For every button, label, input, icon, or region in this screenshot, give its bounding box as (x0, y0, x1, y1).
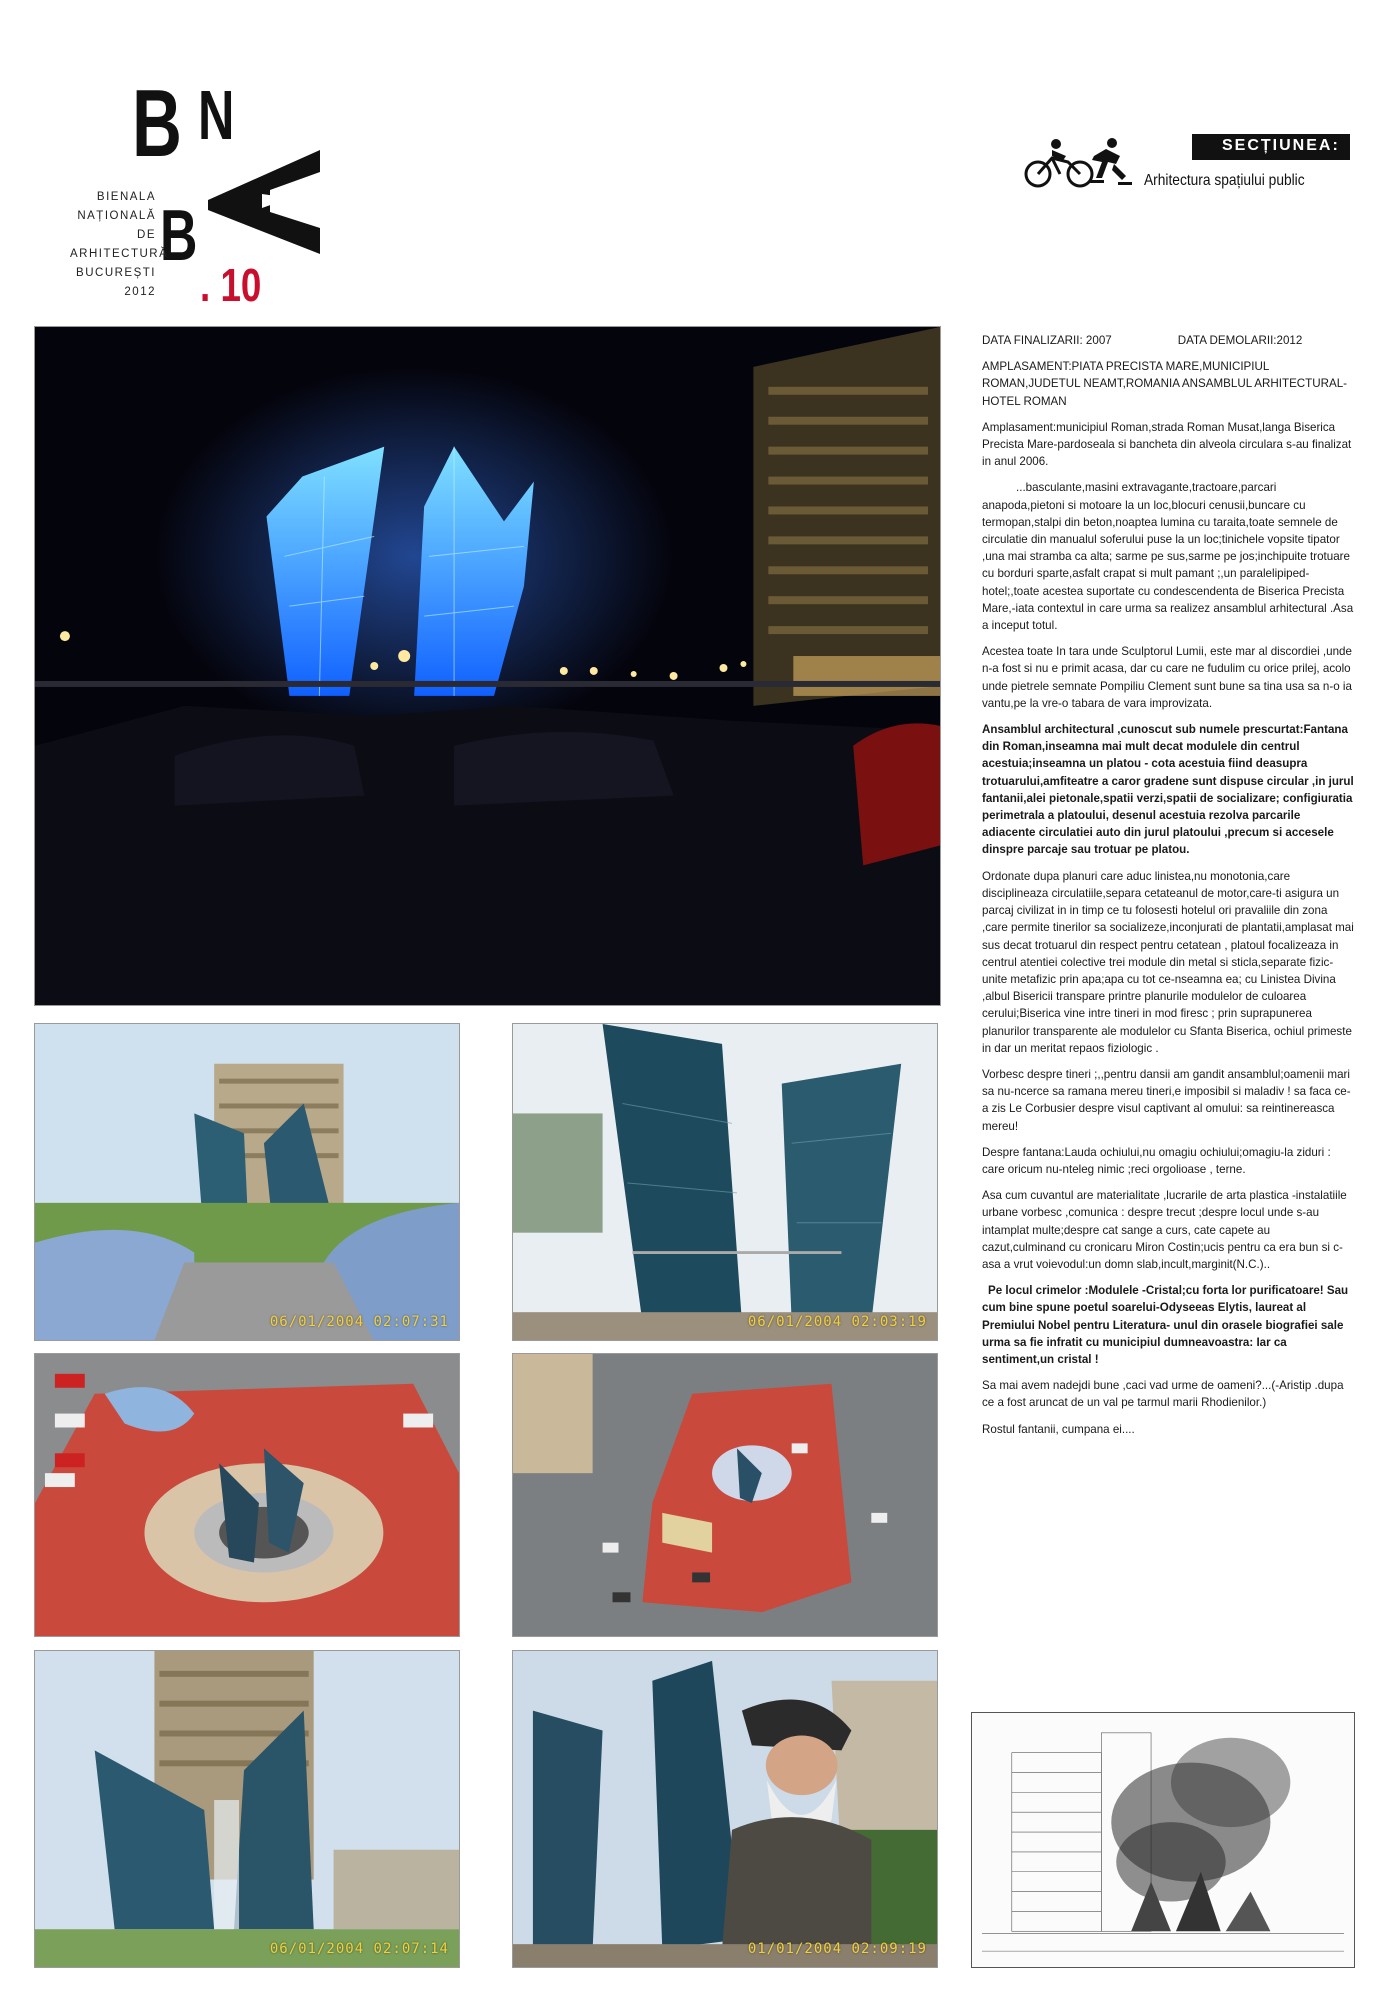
photo-aerial-plaza-2 (512, 1353, 938, 1637)
paragraph: Despre fantana:Lauda ochiului,nu omagiu ochiului;omagiu-la ziduri : care oricum nu-nteleg nimic ;reci orgolioase , terne. (982, 1145, 1331, 1176)
paragraph: Amplasament:municipiul Roman,strada Roman Musat,langa Biserica Precista Mare-pardoseala si bancheta din alveola circulara s-au finalizat in anul 2006. (982, 420, 1352, 469)
demolition-date: DATA DEMOLARII:2012 (1177, 334, 1303, 347)
logo-line: BIENALA (96, 191, 156, 203)
logo-line: 2012 (124, 286, 156, 298)
paragraph: Vorbesc despre tineri ;,,pentru dansii am gandit ansamblul;oamenii mari sa nu-ncerce sa ramana mereu tineri,e imposibil si maladiv ! sa faca ce-a zis Le Corbusier despre visul captivant al omului: sa reintinereasca mereu! (982, 1067, 1351, 1133)
location-heading: AMPLASAMENT:PIATA PRECISTA MARE,MUNICIPIUL ROMAN,JUDETUL NEAMT,ROMANIA ANSAMBLUL ARHITECTURAL- HOTEL ROMAN (982, 360, 1348, 408)
logo-letter-n: N (198, 76, 235, 154)
main-night-photo (34, 326, 941, 1006)
photo-timestamp: 06/01/2004 02:03:19 (747, 1314, 927, 1330)
paragraph-bold: Ansamblul architectural ,cunoscut sub numele prescurtat:Fantana din Roman,inseamna mai mult decat modulele din centrul acestuia;inseamna un platou - cota acestuia fiind deasupra trotuarului,amfiteatre a caror gradene sunt dispuse circular ,in jurul fantanii,alei pietonale,spatii verzi,spatii de socializare; configiuratia perimetrala a platoului, desenul acestuia rezolva parcarile adiacente circulatiei auto din jurul platoului ,precum si accesele dinspre parcaje sau trotuar pe platou. (982, 723, 1354, 857)
photo-aerial-plaza-1 (34, 1353, 460, 1637)
cyclist-and-skater-icon (1022, 134, 1132, 194)
paragraph: Ordonate dupa planuri care aduc linistea,nu monotonia,care disciplineaza circulatiile,separa cetateanul de motor,care-ti asigura un parcaj civilizat in in timp ce tu folosesti hotelul ori pravaliile din zona ,care permite tinerilor sa socializeze,inconjurati de plantatii,amplasat mai sus decat trotuarul din respect pentru cetatean , platoul focalizeaza in centrul atentiei colective trei module din metal si sticla,separate fizic-unite metafizic prin apa;apa cu tot ce-nseamna ea; cu Linistea Divina ,albul Bisericii transpare printre planurile modulelor de culoarea cerului;Biserica vine intre tineri in mod firesc ; prin suprapunerea planurilor transparente ale modulelor cu Sfanta Biserica, ochiul primeste in dar un meritat repaos fiziologic . (982, 869, 1354, 1055)
description-column (982, 332, 1354, 1447)
completion-date: DATA FINALIZARII: 2007 (982, 334, 1112, 347)
photo-modules-closeup (512, 1023, 938, 1341)
edition-number: . 10 (200, 259, 262, 311)
section-header (1022, 130, 1340, 200)
section-name: Arhitectura spațiului public (1144, 172, 1305, 189)
photo-ramps-view (34, 1023, 460, 1341)
paragraph: Acestea toate In tara unde Sculptorul Lumii, este mar al discordiei ,unde n-a fost si nu e primit acasa, dar cu care ne fudulim cu orice prilej, acolo unde pietrele semnate Pompiliu Clement sunt bune sa tina usa sa n-o ia vantu,pe la vre-o tabara de vara improvizata. (982, 645, 1352, 710)
logo-line: NAȚIONALĂ (77, 210, 156, 222)
dates-block (982, 332, 1354, 349)
photo-timestamp: 06/01/2004 02:07:31 (269, 1314, 449, 1330)
paragraph-bold: Pe locul crimelor :Modulele -Cristal;cu forta lor purificatoare! Sau cum bine spune poetul soarelui-Odyseeas Elytis, laureat al Premiului Nobel pentru Literatura- unul din orasele biografiei sale urma sa fie infratit cu municipiul dumneavoastra: Iar ca sentiment,un cristal ! (982, 1284, 1349, 1366)
photo-timestamp: 01/01/2004 02:09:19 (747, 1941, 927, 1957)
paragraph: Asa cum cuvantul are materialitate ,lucrarile de arta plastica -instalatiile urbane vorbesc ,comunica : despre trecut ;despre locul unde s-au intamplat multe;despre cat sange a curs, cate capete au cazut,culminand cu cronicaru Miron Costin;ucis pentru ca era bun si c-asa a vrut voievodul:un domn slab,incult,marginit(N.C.).. (982, 1189, 1347, 1271)
elevation-drawing (971, 1712, 1355, 1968)
logo-letter-b-top: B (132, 70, 182, 177)
photo-portrait-with-modules (512, 1650, 938, 1968)
logo-letter-a (200, 150, 328, 270)
section-tag: SECȚIUNEA: (1192, 134, 1350, 160)
logo-line: DE (137, 229, 156, 241)
bnab-logo (70, 70, 350, 330)
logo-line: BUCUREȘTI (76, 267, 156, 279)
logo-line: ARHITECTURĂ (70, 248, 169, 260)
paragraph: Rostul fantanii, cumpana ei.... (982, 1422, 1135, 1436)
paragraph: Sa mai avem nadejdi bune ,caci vad urme de oameni?...(-Aristip .dupa ce a fost aruncat de un val pe tarmul marii Rhodienilor.) (982, 1379, 1344, 1410)
photo-modules-fountain (34, 1650, 460, 1968)
logo-caption (70, 188, 169, 302)
logo-letter-b-bottom: B (160, 196, 198, 276)
paragraph: ...basculante,masini extravagante,tractoare,parcari anapoda,pietoni si motoare la un loc,blocuri cenusii,buncare cu termopan,stalpi din beton,noaptea lumina cu taraita,toate semnele de circulatie din manualul soferului puse la un loc;tinichele vopsite tipator ,una mai stramba ca alta; sarme pe sus,sarme pe jos;inchipuite trotuare cu borduri sparte,asfalt crapat si mult pamant ;,un paralelipiped-hotel;,toate acestea suportate cu condescendenta de Biserica Precista Mare,-iata contextul in care urma sa realizez ansamblul arhitectural .Asa a inceput totul. (982, 481, 1354, 633)
photo-timestamp: 06/01/2004 02:07:14 (269, 1941, 449, 1957)
